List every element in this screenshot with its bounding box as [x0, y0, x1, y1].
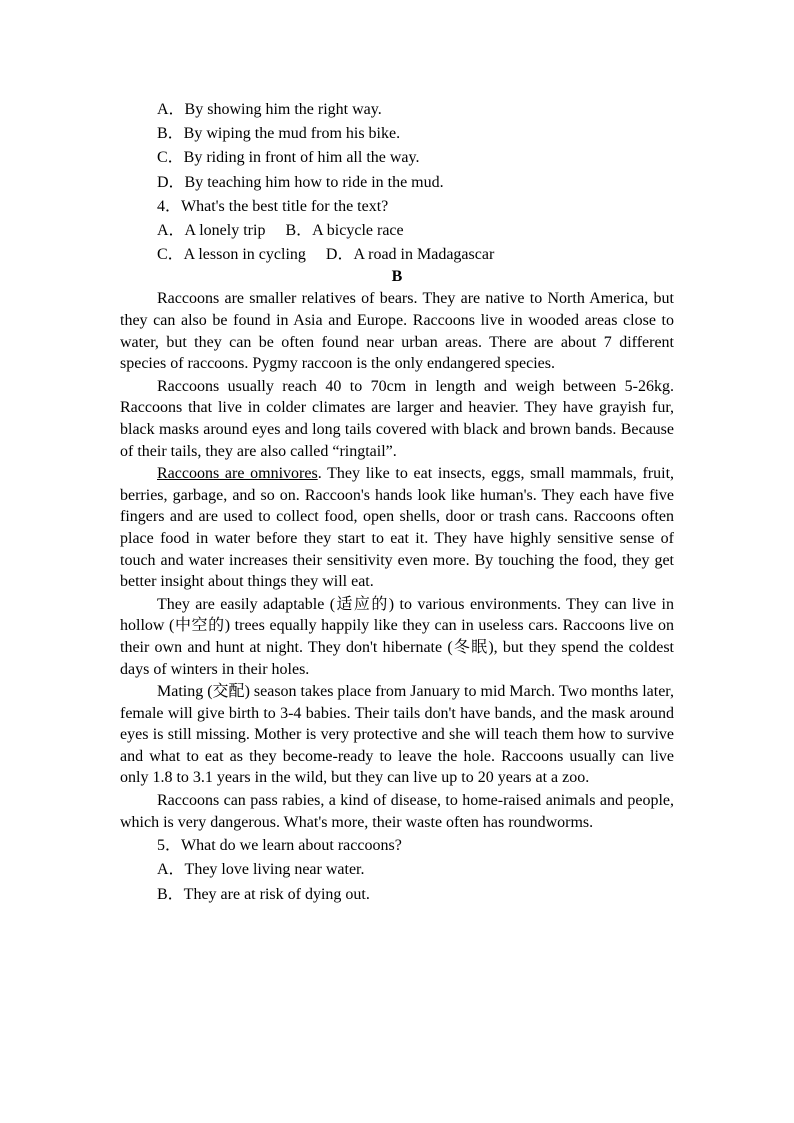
paragraph-1: Raccoons are smaller relatives of bears. They are native to North America, but they can also be found in Asia and Europe. Raccoons live in wooded areas close to water, but they can be often found near urban areas. There are about 7 different species of raccoons. Pygmy raccoon is the only endangered species. [120, 290, 674, 373]
q5-option-b: B．They are at risk of dying out. [157, 885, 370, 903]
q4-option-b: B．A bicycle race [285, 222, 404, 240]
paragraph-3 [120, 463, 674, 593]
q4-options-row-2 [120, 243, 674, 267]
q4-question: 4．What's the best title for the text? [157, 197, 389, 215]
paragraph-2: Raccoons usually reach 40 to 70cm in length and weigh between 5-26kg. Raccoons that live in colder climates are larger and heavier. They have grayish fur, black masks around eyes and long tails covered with black and brown bands. Because of their tails, they are also called “ringtail”. [120, 377, 674, 460]
q3-option-b: B．By wiping the mud from his bike. [157, 125, 401, 143]
paragraph-4: They are easily adaptable (适应的) to various environments. They can live in hollow (中空的) trees equally happily like they can in useless cars. Raccoons live on their own and hunt at night. They don't hibernate (冬眠), but they spend the coldest days of winters in their holes. [120, 595, 674, 678]
paragraph-6: Raccoons can pass rabies, a kind of disease, to home-raised animals and people, which is very dangerous. What's more, their waste often has roundworms. [120, 792, 674, 831]
q4-options-row-1 [120, 219, 674, 243]
underlined-phrase: Raccoons are omnivores [157, 465, 318, 483]
q5-question: 5．What do we learn about raccoons? [157, 837, 402, 855]
document-body [120, 98, 674, 907]
q4-option-d: D．A road in Madagascar [325, 246, 495, 264]
paragraph-5: Mating (交配) season takes place from January to mid March. Two months later, female will give birth to 3-4 babies. Their tails don't have bands, and the mask around eyes is still missing. Mother is very protective and she will teach them how to survive and what to eat as they become-ready to leave the hole. Raccoons usually can live only 1.8 to 3.1 years in the wild, but they can live up to 20 years at a zoo. [120, 683, 674, 787]
q3-option-a: A．By showing him the right way. [157, 101, 382, 118]
section-heading: B [391, 268, 403, 286]
q3-option-c: C．By riding in front of him all the way. [157, 149, 420, 167]
q4-option-c: C．A lesson in cycling [157, 246, 306, 264]
paragraph-3-text: . They like to eat insects, eggs, small mammals, fruit, berries, garbage, and so on. Raccoon's hands look like human's. They each have five fingers and are used to collect food, open shells, door or trash cans. Raccoons often place food in water before they start to eat it. They have highly sensitive sense of touch and water increases their sensitivity even more. By touching the food, they get better insight about things they will eat. [120, 465, 675, 591]
q4-option-a: A．A lonely trip [157, 222, 266, 240]
q3-option-d: D．By teaching him how to ride in the mud. [157, 173, 444, 191]
q5-option-a: A．They love living near water. [157, 861, 365, 879]
